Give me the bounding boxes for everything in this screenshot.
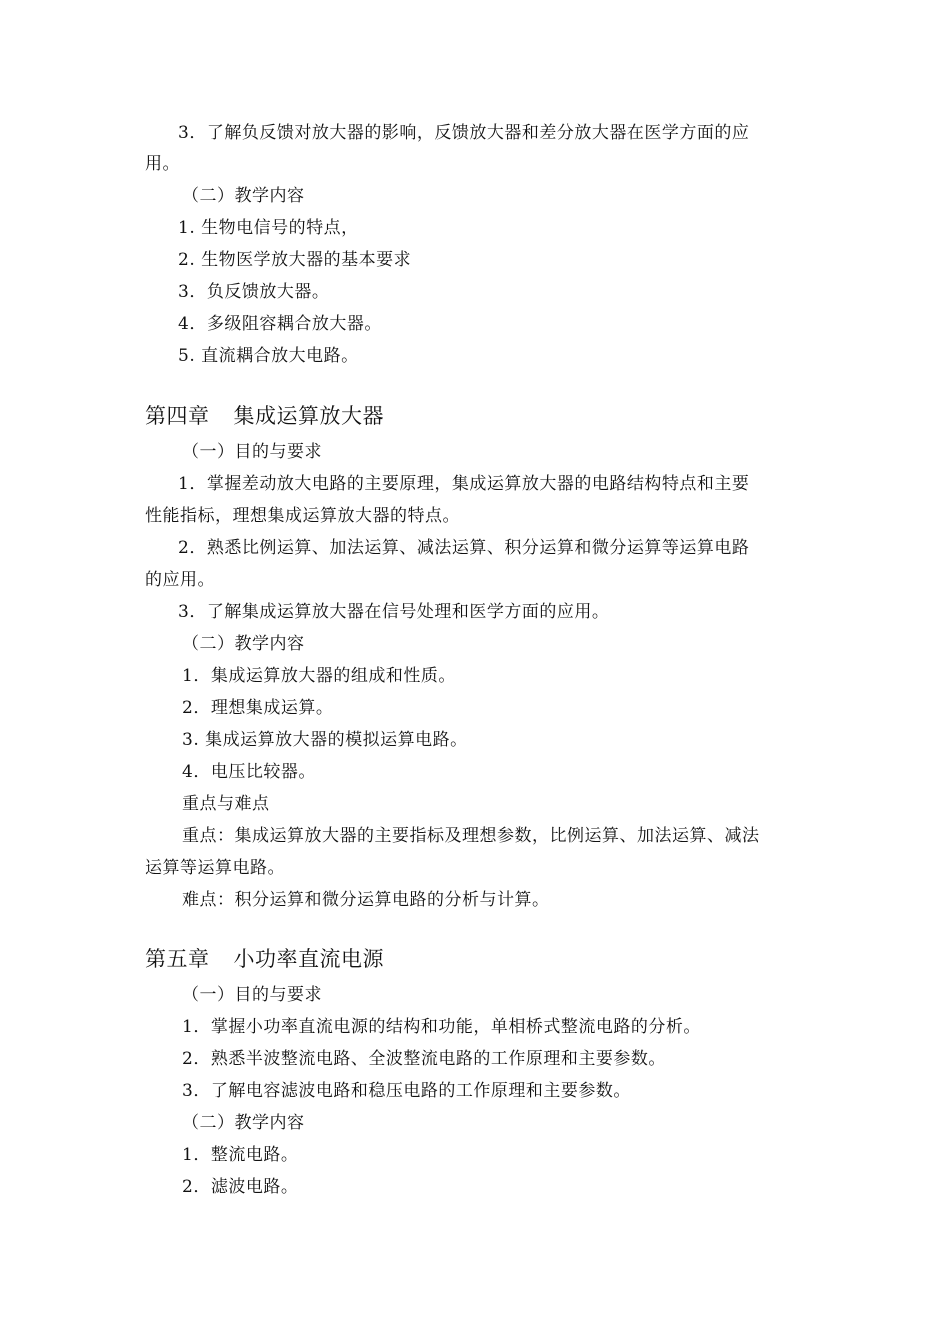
ch5-subsection-title-teaching-content: （二）教学内容 <box>182 1113 305 1133</box>
requirement-3-line-1: 3．了解负反馈对放大器的影响，反馈放大器和差分放大器在医学方面的应 <box>178 123 750 143</box>
ch4-content-item-3: 3. 集成运算放大器的模拟运算电路。 <box>182 730 468 750</box>
ch4-subsection-title-teaching-content: （二）教学内容 <box>182 634 305 654</box>
ch4-difficult-points: 难点：积分运算和微分运算电路的分析与计算。 <box>182 890 550 910</box>
ch4-requirement-2-line-1: 2．熟悉比例运算、加法运算、减法运算、积分运算和微分运算等运算电路 <box>178 538 750 558</box>
content-item-1: 1. 生物电信号的特点， <box>178 218 359 238</box>
content-item-4: 4．多级阻容耦合放大器。 <box>178 314 382 334</box>
ch4-requirement-3: 3．了解集成运算放大器在信号处理和医学方面的应用。 <box>178 602 610 622</box>
content-item-2: 2. 生物医学放大器的基本要求 <box>178 250 412 270</box>
ch4-subsection-title-goals: （一）目的与要求 <box>182 442 322 462</box>
chapter-5-label: 第五章 <box>145 947 210 971</box>
content-item-3: 3．负反馈放大器。 <box>178 282 330 302</box>
chapter-4-label: 第四章 <box>145 404 210 428</box>
chapter-5-heading <box>145 946 384 972</box>
ch4-key-points-line-1: 重点：集成运算放大器的主要指标及理想参数，比例运算、加法运算、减法 <box>182 826 760 846</box>
content-item-5: 5. 直流耦合放大电路。 <box>178 346 359 366</box>
ch4-content-item-4: 4．电压比较器。 <box>182 762 316 782</box>
ch4-content-item-1: 1．集成运算放大器的组成和性质。 <box>182 666 456 686</box>
ch4-key-points-title: 重点与难点 <box>182 794 270 814</box>
ch4-content-item-2: 2．理想集成运算。 <box>182 698 334 718</box>
ch5-content-item-1: 1．整流电路。 <box>182 1145 299 1165</box>
ch4-requirement-1-line-2: 性能指标，理想集成运算放大器的特点。 <box>145 506 460 526</box>
ch5-content-item-2: 2．滤波电路。 <box>182 1177 299 1197</box>
ch5-requirement-3: 3．了解电容滤波电路和稳压电路的工作原理和主要参数。 <box>182 1081 631 1101</box>
chapter-5-title: 小功率直流电源 <box>233 947 384 971</box>
ch5-requirement-1: 1．掌握小功率直流电源的结构和功能，单相桥式整流电路的分析。 <box>182 1017 701 1037</box>
ch5-requirement-2: 2．熟悉半波整流电路、全波整流电路的工作原理和主要参数。 <box>182 1049 666 1069</box>
chapter-4-heading <box>145 403 384 429</box>
chapter-4-title: 集成运算放大器 <box>233 404 384 428</box>
ch4-requirement-2-line-2: 的应用。 <box>145 570 215 590</box>
ch4-requirement-1-line-1: 1．掌握差动放大电路的主要原理，集成运算放大器的电路结构特点和主要 <box>178 474 750 494</box>
requirement-3-line-2: 用。 <box>145 154 180 174</box>
ch4-key-points-line-2: 运算等运算电路。 <box>145 858 285 878</box>
ch5-subsection-title-goals: （一）目的与要求 <box>182 985 322 1005</box>
subsection-title-teaching-content: （二）教学内容 <box>182 186 305 206</box>
